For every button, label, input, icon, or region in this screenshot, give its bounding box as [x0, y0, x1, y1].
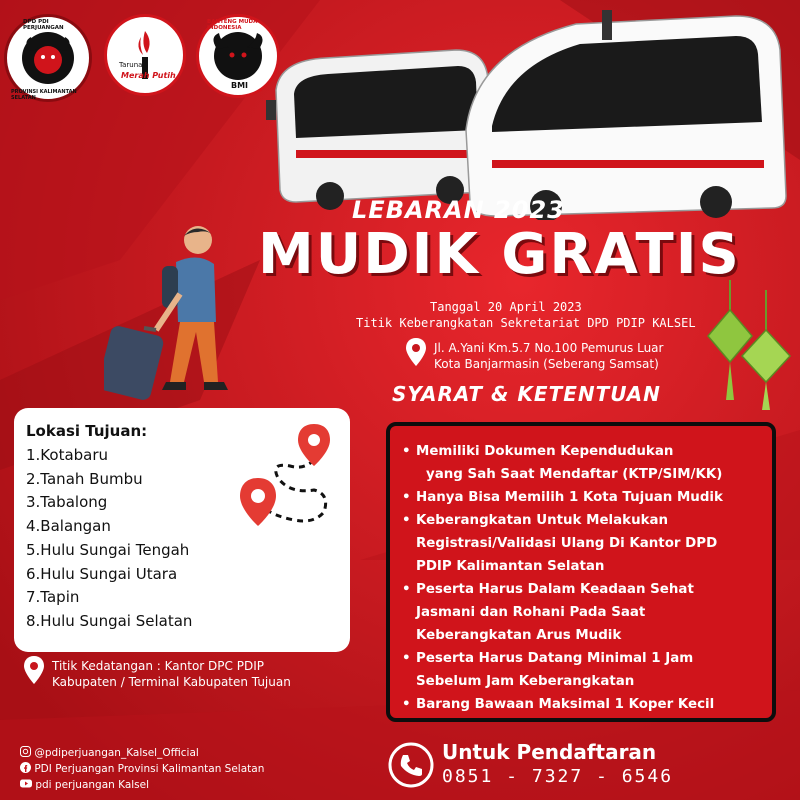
rule-line: Sebelum Jam Keberangkatan — [416, 674, 635, 689]
arrival-line2: Kabupaten / Terminal Kabupaten Tujuan — [52, 675, 291, 689]
destination-item: 2.Tanah Bumbu — [26, 469, 143, 488]
instagram-icon — [20, 746, 31, 757]
facebook-page: PDI Perjuangan Provinsi Kalimantan Selatan — [34, 763, 265, 775]
destination-item: 5.Hulu Sungai Tengah — [26, 540, 190, 559]
rule-item — [402, 509, 762, 578]
event-title: MUDIK GRATIS — [258, 222, 741, 287]
destination-item: 3.Tabalong — [26, 493, 108, 512]
logo2-line1: Taruna — [119, 61, 143, 69]
rule-line: PDIP Kalimantan Selatan — [416, 559, 605, 574]
rule-item — [402, 486, 762, 509]
destinations-list — [26, 444, 192, 634]
torch-icon — [107, 17, 183, 93]
rule-line: yang Sah Saat Mendaftar (KTP/SIM/KK) — [426, 467, 723, 482]
route-map-icon — [234, 420, 344, 540]
rule-line: Hanya Bisa Memilih 1 Kota Tujuan Mudik — [416, 490, 723, 505]
destination-item: 8.Hulu Sungai Selatan — [26, 611, 193, 630]
logo3-top-text: BANTENG MUDA INDONESIA — [207, 19, 258, 31]
logo2-line2: Merah Putih — [121, 71, 176, 80]
address-line2: Kota Banjarmasin (Seberang Samsat) — [434, 357, 659, 371]
event-date: Tanggal 20 April 2023 — [430, 300, 582, 314]
instagram-handle: @pdiperjuangan_Kalsel_Official — [34, 747, 199, 759]
destination-item: 1.Kotabaru — [26, 446, 109, 464]
phone-icon — [388, 742, 434, 788]
rule-line: Peserta Harus Dalam Keadaan Sehat — [416, 582, 694, 597]
logo1-top-text: DPD PDI PERJUANGAN — [23, 19, 64, 31]
rule-line: Barang Bawaan Maksimal 1 Koper Kecil — [416, 697, 715, 712]
social-instagram[interactable] — [20, 746, 199, 759]
rules-title: SYARAT & KETENTUAN — [392, 382, 661, 406]
rule-item — [402, 440, 762, 486]
rule-line: Registrasi/Validasi Ulang Di Kantor DPD — [416, 536, 718, 551]
rule-line: Jasmani dan Rohani Pada Saat — [416, 605, 646, 620]
destination-item: 4.Balangan — [26, 517, 111, 536]
destination-item: 6.Hulu Sungai Utara — [26, 564, 178, 583]
departure-point: Titik Keberangkatan Sekretariat DPD PDIP KALSEL — [356, 316, 696, 330]
rule-line: Peserta Harus Datang Minimal 1 Jam — [416, 651, 694, 666]
destination-item: 7.Tapin — [26, 588, 80, 607]
departure-address — [434, 340, 663, 372]
bus-left — [266, 50, 492, 210]
logo-pdi-perjuangan — [4, 14, 92, 102]
rule-line: Keberangkatan Untuk Melakukan — [416, 513, 669, 528]
social-facebook[interactable] — [20, 762, 264, 775]
logo3-bottom-text: BMI — [231, 81, 249, 90]
arrival-point — [52, 658, 291, 690]
facebook-icon — [20, 762, 31, 773]
registration-phone[interactable]: 0851 - 7327 - 6546 — [442, 766, 674, 787]
rule-item — [402, 578, 762, 647]
youtube-icon — [20, 778, 32, 789]
rule-line: Keberangkatan Arus Mudik — [416, 628, 622, 643]
rules-box — [386, 422, 776, 722]
rules-list — [402, 440, 762, 716]
arrival-pin-icon — [24, 656, 44, 684]
arrival-line1: Titik Kedatangan : Kantor DPC PDIP — [52, 659, 264, 673]
destinations-title: Lokasi Tujuan: — [26, 422, 148, 440]
address-line1: Jl. A.Yani Km.5.7 No.100 Pemurus Luar — [434, 341, 664, 355]
logo1-bottom-text: PROVINSI KALIMANTAN SELATAN — [11, 89, 77, 101]
bus-illustration — [256, 10, 796, 220]
youtube-channel: pdi perjuangan Kalsel — [35, 779, 150, 791]
ketupat-icon — [700, 280, 796, 410]
traveler-illustration — [104, 222, 254, 402]
location-pin-icon — [406, 338, 426, 366]
bus-right — [466, 10, 786, 220]
logo-taruna-merah-putih — [104, 14, 186, 96]
social-youtube[interactable] — [20, 778, 149, 791]
rule-item — [402, 693, 762, 716]
rule-line: Memiliki Dokumen Kependudukan — [416, 444, 674, 459]
event-subtitle: LEBARAN 2023 — [352, 196, 565, 224]
registration-label: Untuk Pendaftaran — [442, 740, 657, 764]
rule-item — [402, 647, 762, 693]
